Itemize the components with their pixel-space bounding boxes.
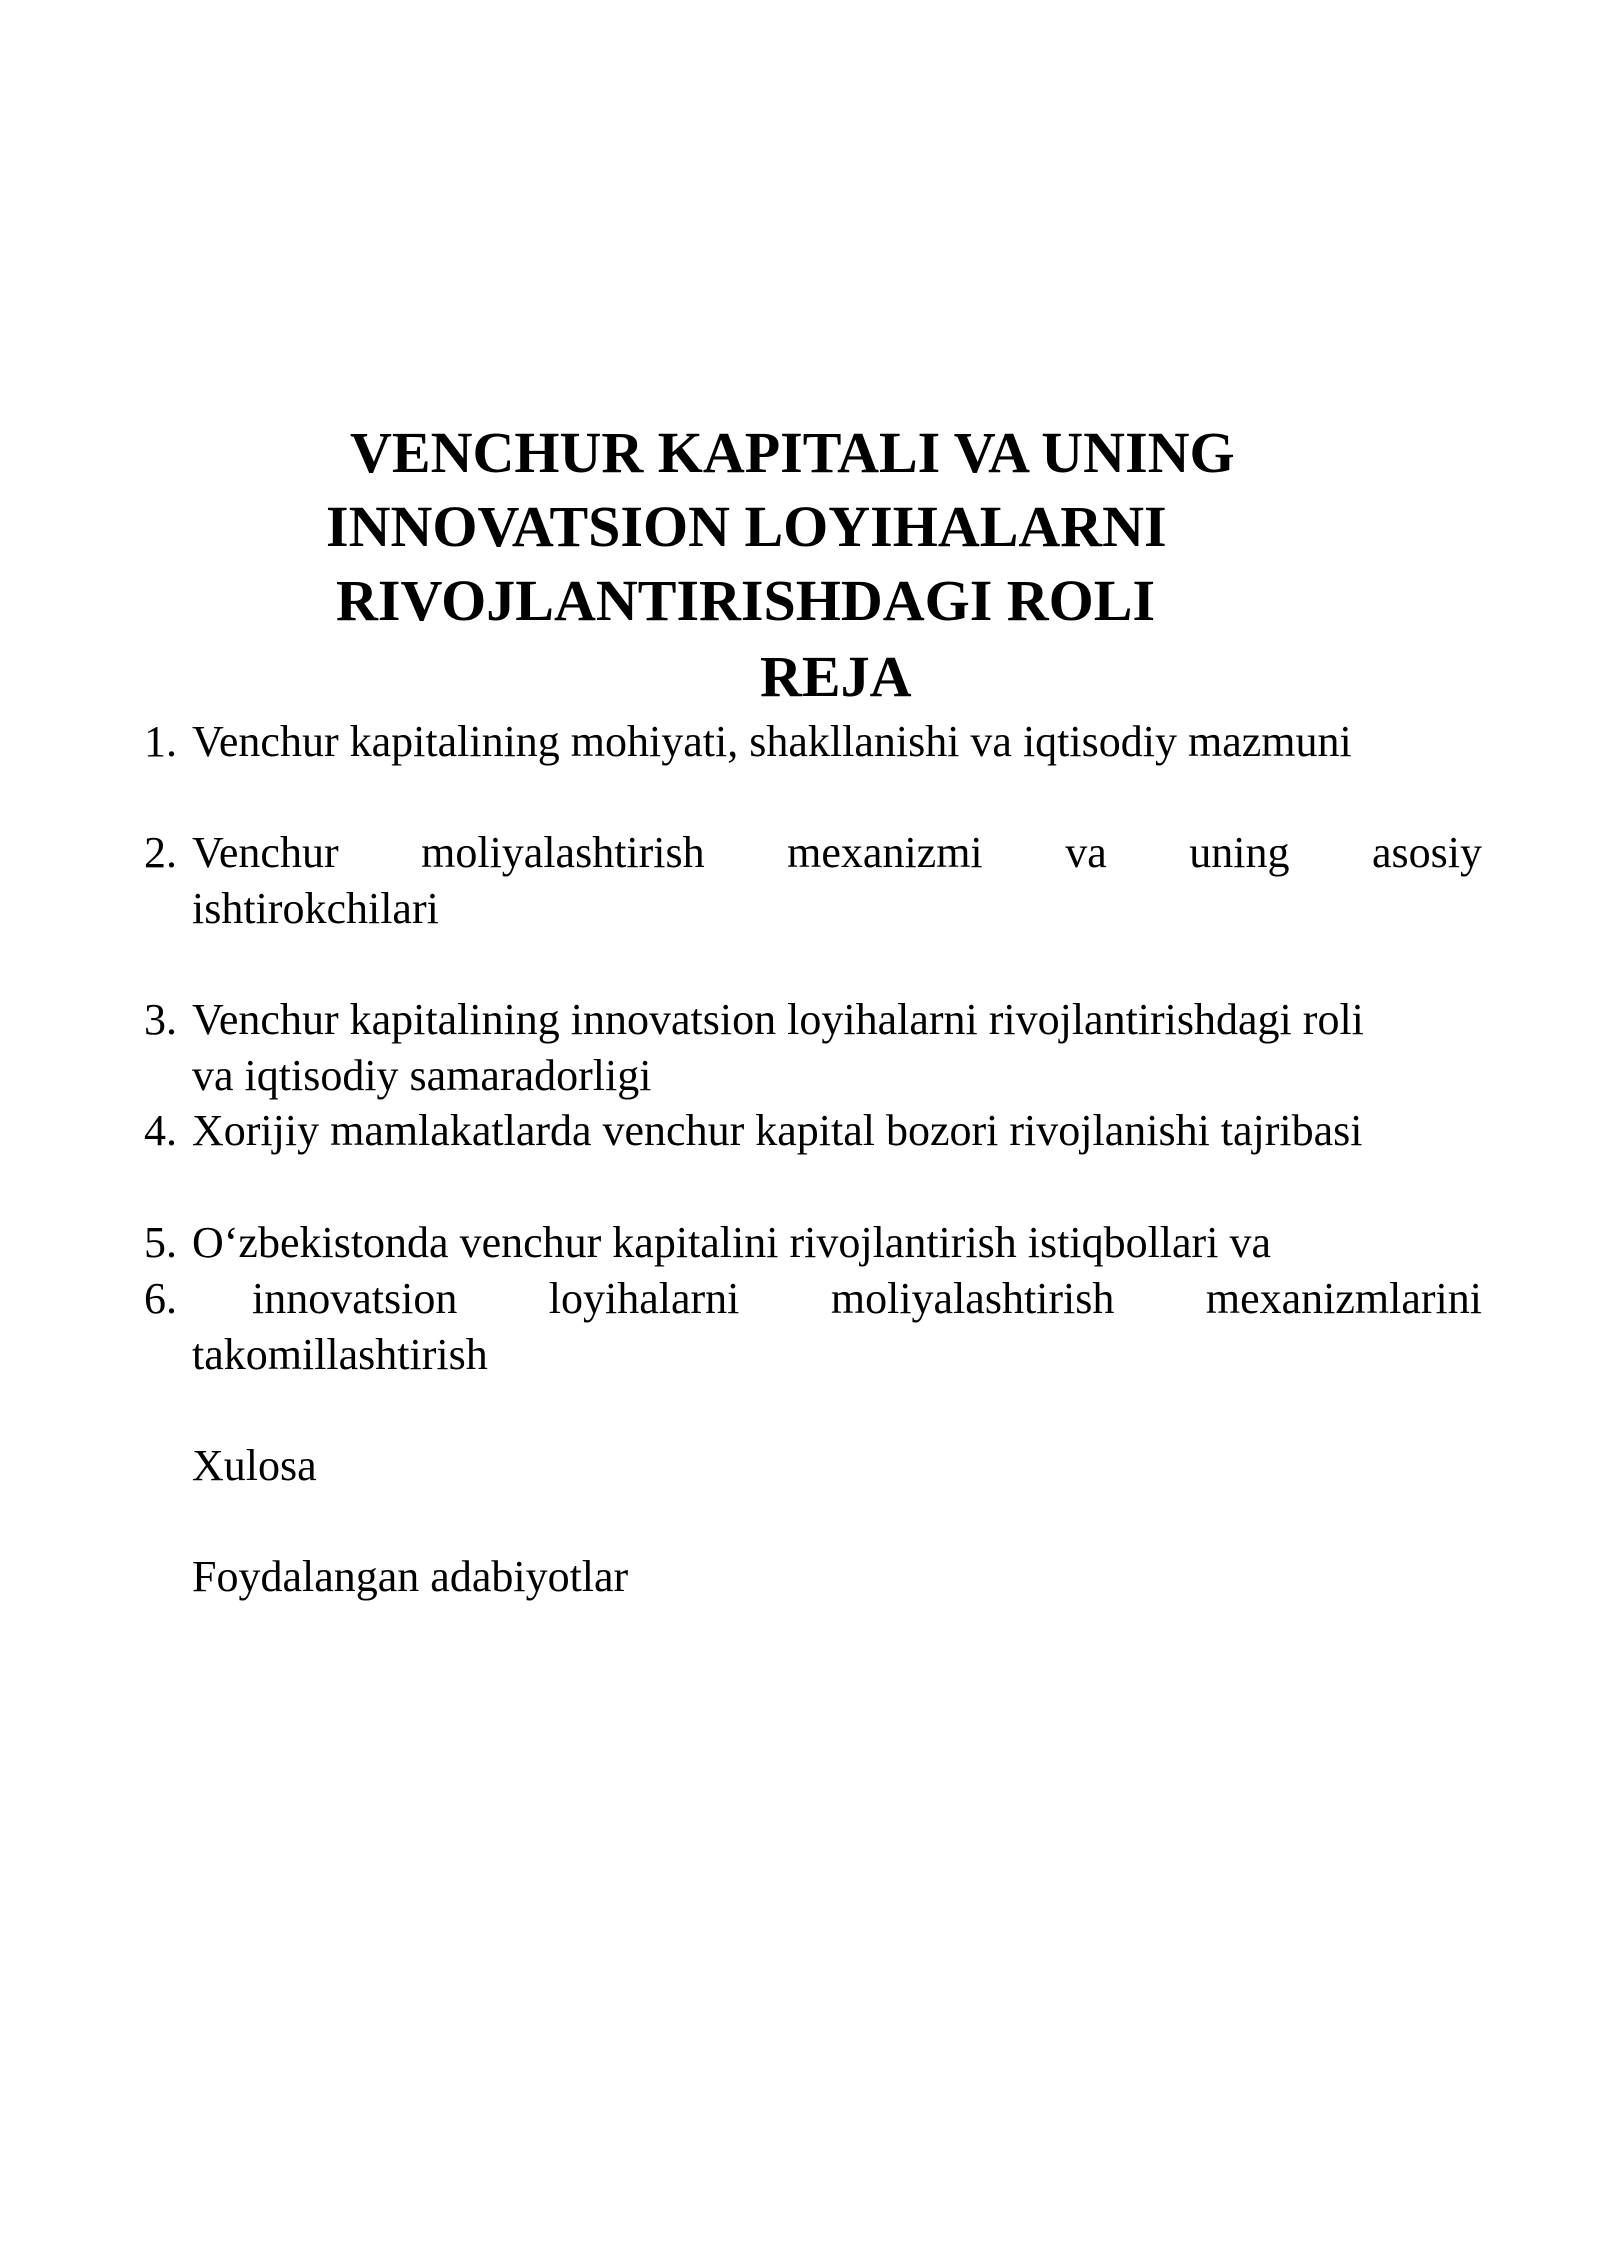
plan-heading: REJA [760, 644, 912, 709]
plan-item-text-line-1: Venchur kapitalining innovatsion loyihalarni rivojlantirishdagi roli [192, 995, 1364, 1044]
title-line-3: RIVOJLANTIRISHDAGI ROLI [336, 568, 1156, 633]
plan-item-number: 4. [144, 1106, 177, 1155]
plan-item-continuation: takomillashtirish [192, 1330, 488, 1379]
plan-item-justified-line [192, 825, 1482, 881]
plan-item-text-line-2: va iqtisodiy samaradorligi [192, 1051, 652, 1100]
plan-item-3 [0, 992, 1600, 1104]
plan-item-number: 5. [144, 1218, 177, 1267]
plan-item-number: 3. [144, 995, 177, 1044]
plan-item-word: uning [1189, 828, 1290, 877]
plan-item-word: Venchur [192, 828, 339, 877]
plan-item-word: moliyalashtirish [830, 1274, 1115, 1323]
plan-item-word: innovatsion [252, 1274, 458, 1323]
plan-item-6 [0, 1271, 1600, 1383]
plan-item-4 [0, 1103, 1600, 1159]
plan-item-text: Xorijiy mamlakatlarda venchur kapital bozori rivojlanishi tajribasi [192, 1106, 1363, 1155]
plan-item-number: 2. [144, 828, 177, 877]
plan-item-text: O‘zbekistonda venchur kapitalini rivojlantirish istiqbollari va [192, 1218, 1271, 1267]
references-text: Foydalangan adabiyotlar [192, 1552, 629, 1601]
conclusion-text: Xulosa [192, 1441, 317, 1490]
plan-item-number: 1. [144, 717, 177, 766]
plan-item-5 [0, 1215, 1600, 1271]
plan-item-word: asosiy [1371, 828, 1482, 877]
plan-item-word: loyihalarni [548, 1274, 740, 1323]
plan-item-2 [0, 825, 1600, 937]
plan-item-word: mexanizmlarini [1205, 1274, 1482, 1323]
title-line-1: VENCHUR KAPITALI VA UNING [350, 420, 1235, 485]
plan-item-1 [0, 714, 1600, 770]
plan-item-text: Venchur kapitalining mohiyati, shakllanishi va iqtisodiy mazmuni [192, 717, 1352, 766]
title-line-2: INNOVATSION LOYIHALARNI [326, 494, 1167, 559]
plan-item-continuation: ishtirokchilari [192, 884, 439, 933]
plan-item-number: 6. [144, 1274, 177, 1323]
plan-item-word: mexanizmi [787, 828, 983, 877]
plan-item-word: moliyalashtirish [421, 828, 705, 877]
plan-item-justified-line [252, 1271, 1482, 1327]
plan-item-word: va [1065, 828, 1107, 877]
